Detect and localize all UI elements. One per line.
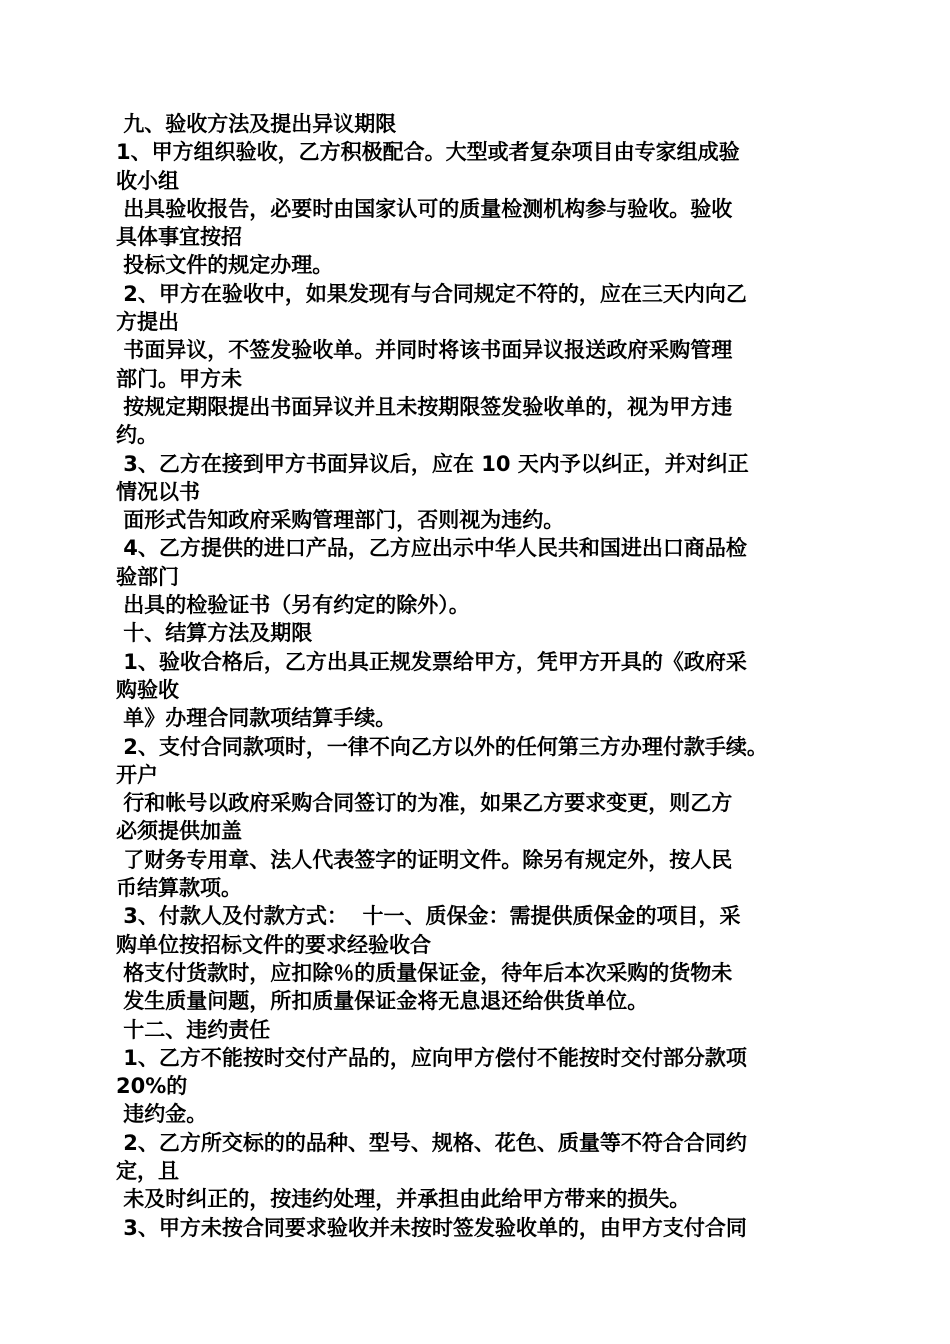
- text-line: 收小组: [116, 168, 179, 193]
- text-line: 违约金。: [116, 1102, 208, 1127]
- text-line: 1、甲方组织验收，乙方积极配合。大型或者复杂项目由专家组成验: [116, 140, 740, 165]
- text-line: 定，且: [116, 1158, 179, 1183]
- text-line: 4、乙方提供的进口产品，乙方应出示中华人民共和国进出口商品检: [116, 536, 747, 561]
- text-line: 2、甲方在验收中，如果发现有与合同规定不符的，应在三天内向乙: [116, 281, 747, 306]
- text-line: 2、乙方所交标的的品种、型号、规格、花色、质量等不符合合同约: [116, 1130, 747, 1155]
- text-line: 面形式告知政府采购管理部门，否则视为违约。: [116, 508, 565, 533]
- section-heading-acceptance: 九、验收方法及提出异议期限: [116, 112, 397, 136]
- text-line: 格支付货款时，应扣除％的质量保证金，待年后本次采购的货物未: [116, 960, 733, 985]
- text-line: 行和帐号以政府采购合同签订的为准，如果乙方要求变更，则乙方: [116, 791, 733, 816]
- text-line: 了财务专用章、法人代表签字的证明文件。除另有规定外，按人民: [116, 847, 733, 872]
- text-line: 方提出: [116, 310, 179, 335]
- text-line: 书面异议，不签发验收单。并同时将该书面异议报送政府采购管理: [116, 338, 733, 363]
- text-line: 按规定期限提出书面异议并且未按期限签发验收单的，视为甲方违: [116, 394, 733, 419]
- text-line: 购验收: [116, 677, 179, 702]
- text-line: 购单位按招标文件的要求经验收合: [116, 932, 431, 957]
- text-line: 部门。甲方未: [116, 366, 242, 391]
- text-line: 投标文件的规定办理。: [116, 253, 334, 278]
- text-line: 约。: [116, 423, 158, 448]
- text-line: 3、甲方未按合同要求验收并未按时签发验收单的，由甲方支付合同: [116, 1215, 747, 1240]
- text-line: 出具验收报告，必要时由国家认可的质量检测机构参与验收。验收: [116, 196, 733, 221]
- text-line: 1、验收合格后，乙方出具正规发票给甲方，凭甲方开具的《政府采: [116, 649, 747, 674]
- section-heading-breach: 十二、违约责任: [116, 1017, 271, 1042]
- text-line: 验部门: [116, 564, 179, 589]
- text-line: 必须提供加盖: [116, 819, 242, 844]
- document-body: [116, 110, 846, 1242]
- text-line: 未及时纠正的，按违约处理，并承担由此给甲方带来的损失。: [116, 1187, 691, 1212]
- text-line: 币结算款项。: [116, 876, 242, 901]
- text-line: 具体事宜按招: [116, 225, 242, 250]
- text-line: 1、乙方不能按时交付产品的，应向甲方偿付不能按时交付部分款项: [116, 1045, 747, 1070]
- text-line: 情况以书: [116, 479, 200, 504]
- section-heading-settlement: 十、结算方法及期限: [116, 621, 313, 646]
- text-line: 3、付款人及付款方式： 十一、质保金：需提供质保金的项目，采: [116, 904, 741, 929]
- text-line: 20%的: [116, 1074, 188, 1099]
- text-line: 发生质量问题，所扣质量保证金将无息退还给供货单位。: [116, 989, 649, 1014]
- text-line: 2、支付合同款项时，一律不向乙方以外的任何第三方办理付款手续。: [116, 734, 768, 759]
- text-line: 开户: [116, 762, 158, 787]
- text-line: 出具的检验证书（另有约定的除外）。: [116, 593, 470, 618]
- text-line: 3、乙方在接到甲方书面异议后，应在 10 天内予以纠正，并对纠正: [116, 451, 749, 476]
- text-line: 单》办理合同款项结算手续。: [116, 706, 397, 731]
